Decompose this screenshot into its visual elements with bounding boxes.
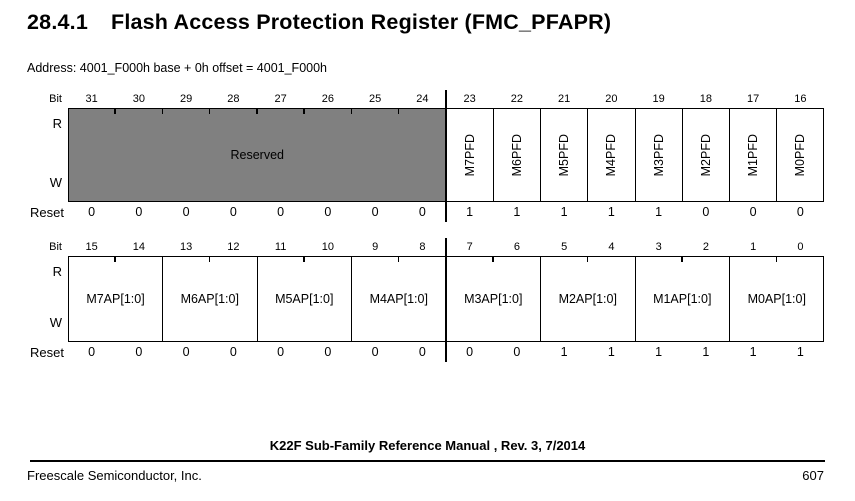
field-label: M2AP[1:0] bbox=[558, 292, 617, 306]
bit-tick bbox=[303, 109, 305, 114]
bit-number: 31 bbox=[85, 93, 98, 105]
reset-value: 0 bbox=[749, 205, 757, 219]
bit-number: 12 bbox=[227, 241, 240, 253]
bit-tick bbox=[209, 257, 211, 262]
bit-tick bbox=[162, 109, 164, 114]
register-field-m0pfd bbox=[776, 109, 823, 201]
bit-number: 15 bbox=[85, 241, 98, 253]
bit-number: 11 bbox=[274, 241, 287, 253]
reset-value: 1 bbox=[655, 345, 663, 359]
register-box-row bbox=[30, 256, 824, 342]
bit-number: 0 bbox=[797, 241, 804, 253]
bit-number: 30 bbox=[132, 93, 145, 105]
register-field-m3ap-1-0 bbox=[446, 257, 541, 341]
field-label: M0PFD bbox=[793, 133, 808, 177]
bit-number: 17 bbox=[747, 93, 760, 105]
field-label: M5AP[1:0] bbox=[275, 292, 334, 306]
byte-divider bbox=[445, 90, 447, 222]
bit-tick bbox=[114, 257, 116, 262]
reset-value: 1 bbox=[560, 205, 568, 219]
reset-row-label: Reset bbox=[30, 344, 64, 360]
field-label: M0AP[1:0] bbox=[747, 292, 806, 306]
bit-number: 9 bbox=[372, 241, 379, 253]
reset-value: 0 bbox=[324, 345, 332, 359]
register-field-m6pfd bbox=[493, 109, 540, 201]
bit-number: 5 bbox=[561, 241, 568, 253]
bit-number-row bbox=[30, 238, 824, 256]
field-label: M5PFD bbox=[557, 133, 572, 177]
field-label: M3PFD bbox=[651, 133, 666, 177]
register-field-reserved bbox=[69, 109, 446, 201]
reset-value: 0 bbox=[277, 345, 285, 359]
reset-value: 0 bbox=[418, 345, 426, 359]
register-field-m7ap-1-0 bbox=[69, 257, 162, 341]
bit-number: 25 bbox=[369, 93, 382, 105]
field-label: M1PFD bbox=[746, 133, 761, 177]
bit-number: 13 bbox=[180, 241, 193, 253]
section-heading bbox=[27, 10, 611, 35]
reset-value: 1 bbox=[513, 205, 521, 219]
section-number: 28.4.1 bbox=[27, 10, 88, 34]
reset-value: 0 bbox=[513, 345, 521, 359]
bit-row-label: Bit bbox=[49, 241, 62, 253]
footer-rule bbox=[30, 460, 825, 462]
bit-tick bbox=[256, 109, 258, 114]
reset-value: 0 bbox=[229, 345, 237, 359]
bit-number: 19 bbox=[652, 93, 665, 105]
write-label: W bbox=[49, 175, 62, 190]
bit-number: 8 bbox=[419, 241, 426, 253]
register-field-m6ap-1-0 bbox=[162, 257, 257, 341]
field-label: M6PFD bbox=[509, 133, 524, 177]
reset-value: 0 bbox=[135, 205, 143, 219]
field-label: M7PFD bbox=[462, 133, 477, 177]
bit-number-row bbox=[30, 90, 824, 108]
register-field-m3pfd bbox=[635, 109, 682, 201]
read-label: R bbox=[52, 264, 62, 279]
bit-number: 26 bbox=[321, 93, 334, 105]
register-field-m4ap-1-0 bbox=[351, 257, 446, 341]
register-field-m2pfd bbox=[682, 109, 729, 201]
bit-number: 18 bbox=[699, 93, 712, 105]
reset-value: 0 bbox=[796, 205, 804, 219]
bit-number: 21 bbox=[558, 93, 571, 105]
bit-tick bbox=[398, 109, 400, 114]
field-label: M1AP[1:0] bbox=[653, 292, 712, 306]
register-address-line: Address: 4001_F000h base + 0h offset = 4001_F000h bbox=[27, 61, 327, 75]
register-word-low bbox=[30, 238, 824, 362]
reset-value: 1 bbox=[702, 345, 710, 359]
bit-number: 29 bbox=[180, 93, 193, 105]
bit-tick bbox=[776, 257, 778, 262]
reset-value: 1 bbox=[607, 205, 615, 219]
bit-number: 24 bbox=[416, 93, 429, 105]
field-label: M3AP[1:0] bbox=[464, 292, 523, 306]
reset-value: 1 bbox=[749, 345, 757, 359]
bit-tick bbox=[398, 257, 400, 262]
reset-value: 0 bbox=[135, 345, 143, 359]
bit-tick bbox=[303, 257, 305, 262]
reset-value: 1 bbox=[655, 205, 663, 219]
field-label: M2PFD bbox=[698, 133, 713, 177]
reset-value: 0 bbox=[88, 205, 96, 219]
reset-value: 1 bbox=[607, 345, 615, 359]
bit-number: 27 bbox=[274, 93, 287, 105]
field-label: M4PFD bbox=[604, 133, 619, 177]
footer-vendor: Freescale Semiconductor, Inc. bbox=[27, 468, 202, 483]
register-field-m5pfd bbox=[540, 109, 587, 201]
field-label: M6AP[1:0] bbox=[180, 292, 239, 306]
reset-value: 1 bbox=[466, 205, 474, 219]
field-label: M4AP[1:0] bbox=[369, 292, 428, 306]
bit-number: 16 bbox=[794, 93, 807, 105]
register-field-m7pfd bbox=[446, 109, 493, 201]
bit-tick bbox=[587, 257, 589, 262]
footer-page-number: 607 bbox=[802, 468, 824, 483]
bit-row-label: Bit bbox=[49, 93, 62, 105]
register-box-row bbox=[30, 108, 824, 202]
reset-value: 0 bbox=[371, 205, 379, 219]
register-field-m5ap-1-0 bbox=[257, 257, 352, 341]
bit-number: 4 bbox=[608, 241, 615, 253]
reset-value-row bbox=[30, 202, 824, 222]
reset-value: 1 bbox=[560, 345, 568, 359]
reset-value: 0 bbox=[88, 345, 96, 359]
register-field-m4pfd bbox=[587, 109, 634, 201]
bit-number: 10 bbox=[321, 241, 334, 253]
register-field-m0ap-1-0 bbox=[729, 257, 824, 341]
bit-tick bbox=[351, 109, 353, 114]
byte-divider bbox=[445, 238, 447, 362]
reset-value-row bbox=[30, 342, 824, 362]
write-label: W bbox=[49, 315, 62, 330]
reset-value: 0 bbox=[466, 345, 474, 359]
reset-value: 0 bbox=[182, 345, 190, 359]
bit-number: 28 bbox=[227, 93, 240, 105]
read-write-labels bbox=[30, 108, 68, 202]
register-word-high bbox=[30, 90, 824, 222]
reset-value: 0 bbox=[371, 345, 379, 359]
bit-number: 6 bbox=[513, 241, 520, 253]
read-label: R bbox=[52, 116, 62, 131]
bit-number: 14 bbox=[132, 241, 145, 253]
bit-tick bbox=[492, 257, 494, 262]
reset-value: 0 bbox=[277, 205, 285, 219]
field-label: Reserved bbox=[230, 148, 284, 162]
bit-number: 23 bbox=[463, 93, 476, 105]
reset-value: 0 bbox=[229, 205, 237, 219]
section-title: Flash Access Protection Register (FMC_PFAPR) bbox=[110, 10, 612, 34]
bit-number: 22 bbox=[510, 93, 523, 105]
bit-number: 3 bbox=[655, 241, 662, 253]
bit-number: 20 bbox=[605, 93, 618, 105]
reset-row-label: Reset bbox=[30, 204, 64, 220]
reset-value: 0 bbox=[418, 205, 426, 219]
bit-number: 1 bbox=[750, 241, 757, 253]
reset-value: 0 bbox=[182, 205, 190, 219]
reset-value: 1 bbox=[796, 345, 804, 359]
reset-value: 0 bbox=[702, 205, 710, 219]
bit-number: 7 bbox=[466, 241, 473, 253]
bit-tick bbox=[681, 257, 683, 262]
read-write-labels bbox=[30, 256, 68, 342]
register-field-m1ap-1-0 bbox=[635, 257, 730, 341]
register-field-m2ap-1-0 bbox=[540, 257, 635, 341]
bit-tick bbox=[114, 109, 116, 114]
field-label: M7AP[1:0] bbox=[86, 292, 145, 306]
reset-value: 0 bbox=[324, 205, 332, 219]
bit-number: 2 bbox=[702, 241, 709, 253]
register-field-m1pfd bbox=[729, 109, 776, 201]
bit-tick bbox=[209, 109, 211, 114]
footer-manual-title: K22F Sub-Family Reference Manual , Rev. 3, 7/2014 bbox=[269, 438, 586, 453]
